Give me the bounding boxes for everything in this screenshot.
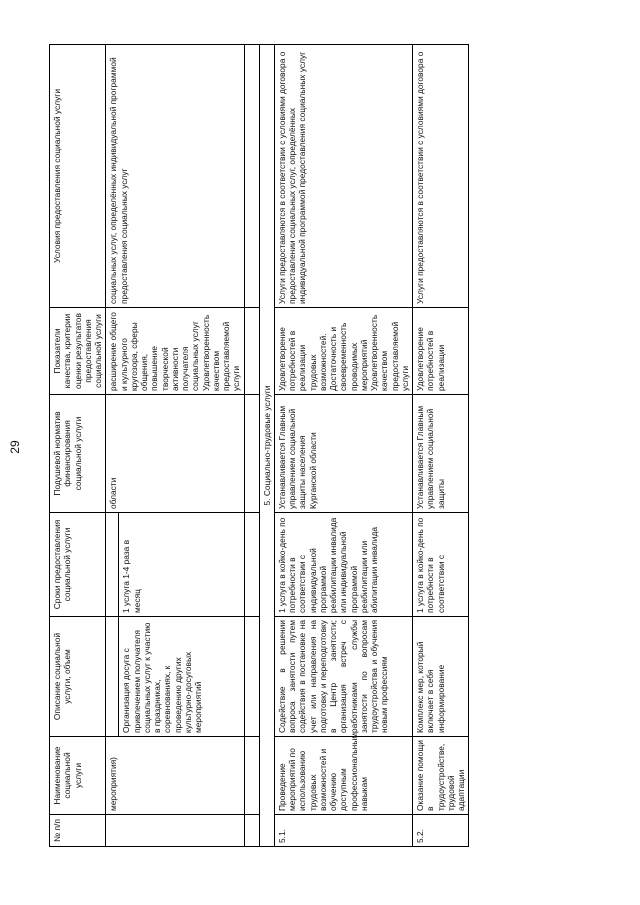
cell-conditions: социальных услуг, определённых индивидуальной программой предоставления социальных услуг [106, 45, 244, 308]
cell-timing: 1 услуга в койко-день по потребности в соответствии с [413, 513, 469, 617]
table-row [413, 45, 469, 847]
cell-indicators: расширение общего и культурного кругозора, сферы общения, повышение творческой активности получателя социальных услуг Удовлетворенность качеством предоставляемой услуги [106, 308, 244, 395]
cell-timing: 1 услуга 1-4 раза в месяц [119, 513, 244, 617]
cell-num: 5.2. [413, 815, 469, 847]
table-row [274, 45, 412, 847]
cell-name: мероприятия) [106, 737, 244, 815]
cell-num: 5.1. [274, 815, 412, 847]
cell-indicators: Удовлетворение потребностей в реализации [413, 308, 469, 395]
cell-conditions: Услуги предоставляются в соответствии с условиями договора о [413, 45, 469, 308]
cell-num [106, 815, 244, 847]
section-title: 5. Социально-трудовые услуги [259, 45, 274, 847]
cell-name: Проведение мероприятий по использованию трудовых возможностей и обучению доступным профессиональным навыкам [274, 737, 412, 815]
cell-name: Оказание помощи в трудоустройстве, трудовой адаптации [413, 737, 469, 815]
cell-timing: 1 услуга в койко-день по потребности в соответствии с индивидуальной программой реабилитации инвалида или индивидуальной программой реабилитации или абилитации инвалида [274, 513, 412, 617]
cell-normative: Устанавливается Главным управлением социальной защиты населения Курганской области [274, 395, 412, 513]
header-normative: Подушевой норматив финансирования социальной услуги [50, 395, 106, 513]
cell-description-top [106, 617, 119, 737]
cell-indicators: Удовлетворение потребностей в реализации трудовых возможностей. Достаточность и своевременность проводимых мероприятий Удовлетворенность качеством предоставляемой услуги [274, 308, 412, 395]
gap-row [244, 45, 259, 847]
header-name: Наименование социальной услуги [50, 737, 106, 815]
cell-normative: области [106, 395, 244, 513]
header-description: Описание социальной услуги, объем [50, 617, 106, 737]
header-indicators: Показатели качества, критерии оценки результатов предоставления социальной услуги [50, 308, 106, 395]
section-row [259, 45, 274, 847]
table-header-row [50, 45, 106, 847]
page-number: 29 [8, 440, 22, 454]
table-row [106, 45, 119, 847]
services-table [49, 44, 469, 847]
header-timing: Сроки предоставления социальной услуги [50, 513, 106, 617]
cell-description: Содействие в решении вопроса занятости путем содействия в постановке на учет или направления на подготовку и переподготовку в Центр занятости; организация встреч с работниками службы занятости по вопросам трудоустройства и обучения новым профессиям [274, 617, 412, 737]
cell-description: Организация досуга с привлечением получателя социальных услуг к участию в праздниках, соревнованиях, к проведению других культурно-досуговых мероприятий [119, 617, 244, 737]
header-num: № п/п [50, 815, 106, 847]
header-conditions: Условия предоставления социальной услуги [50, 45, 106, 308]
cell-normative: Устанавливается Главным управлением социальной защиты [413, 395, 469, 513]
cell-timing-top [106, 513, 119, 617]
cell-description: Комплекс мер, который включает в себя информирование [413, 617, 469, 737]
cell-conditions: Услуги предоставляются в соответствии с условиями договора о предоставлении социальных услуг, определённых индивидуальной программой предоставления социальных услуг [274, 45, 412, 308]
